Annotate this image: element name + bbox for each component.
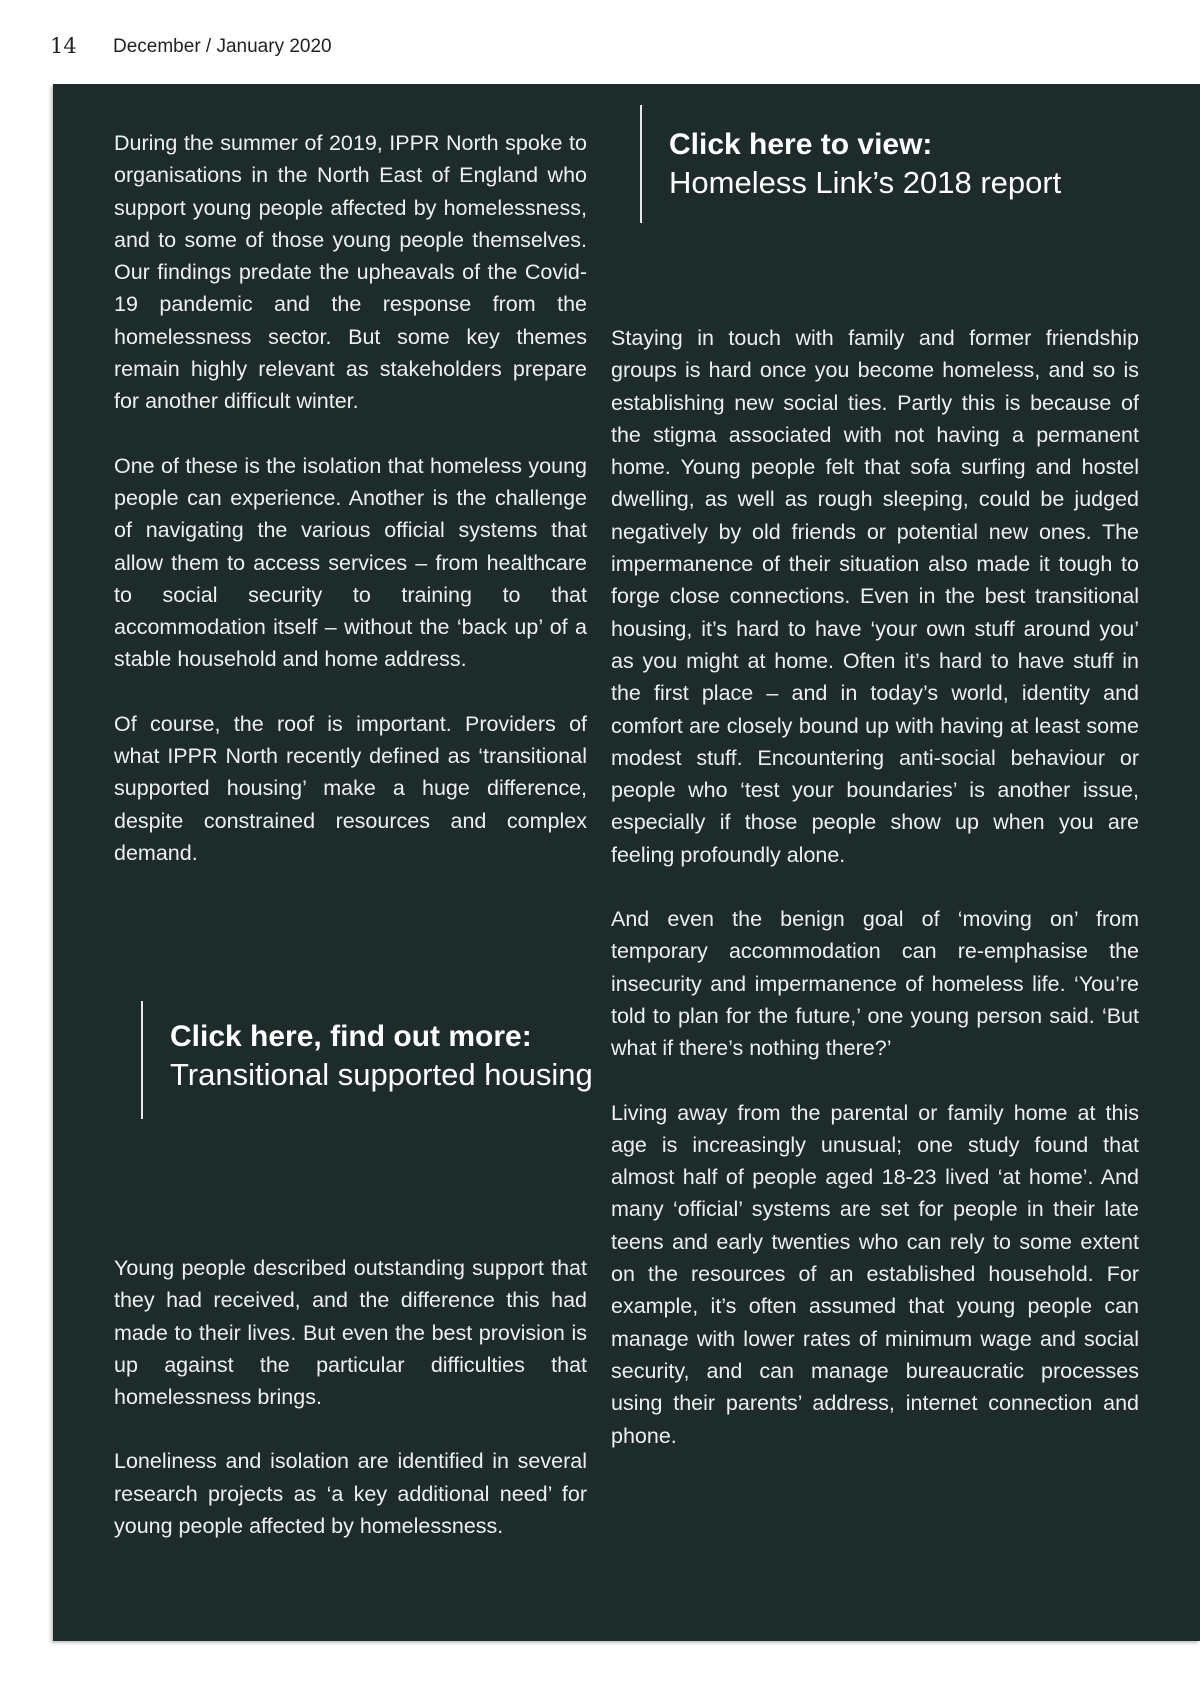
left-paragraph-2: One of these is the isolation that homeless young people can experience. Another is the challenge of navigating the various official systems that allow them to access services – from healthcare to social security to training to that accommodation itself – without the ‘back up’ of a stable household and home address. <box>114 453 587 672</box>
left-paragraph-5: Loneliness and isolation are identified in several research projects as ‘a key additional need’ for young people affected by homelessness. <box>114 1449 587 1539</box>
page-number: 14 <box>50 34 77 58</box>
homeless-link-report-link[interactable] <box>640 105 1060 223</box>
issue-date: December / January 2020 <box>113 36 332 57</box>
right-column <box>611 322 1139 1452</box>
left-column-upper <box>114 127 587 869</box>
callout-title: Transitional supported housing <box>170 1057 593 1092</box>
transitional-housing-link[interactable] <box>141 1001 593 1119</box>
right-paragraph-2: And even the benign goal of ‘moving on’ from temporary accommodation can re-emphasise the insecurity and impermanence of homeless life. ‘You’re told to plan for the future,’ one young person said. ‘But what if there’s nothing there?’ <box>611 907 1139 1061</box>
right-paragraph-3: Living away from the parental or family home at this age is increasingly unusual; one study found that almost half of people aged 18-23 lived ‘at home’. And many ‘official’ systems are set for people in their late teens and early twenties who can rely to some extent on the resources of an established household. For example, it’s often assumed that young people can manage with lower rates of minimum wage and social security, and can manage bureaucratic processes using their parents’ address, internet connection and phone. <box>611 1100 1139 1448</box>
callout-cta: Click here, find out more: <box>170 1020 532 1053</box>
callout-cta: Click here to view: <box>669 128 933 161</box>
left-paragraph-1: During the summer of 2019, IPPR North spoke to organisations in the North East of England who support young people affected by homelessness, and to some of those young people themselves. Our findings predate the upheavals of the Covid-19 pandemic and the response from the homelessness sector. But some key themes remain highly relevant as stakeholders prepare for another difficult winter. <box>114 131 587 414</box>
left-paragraph-4: Young people described outstanding support that they had received, and the difference this had made to their lives. But even the best provision is up against the particular difficulties that homelessness brings. <box>114 1256 587 1410</box>
left-column-lower <box>114 1252 587 1542</box>
page-header <box>0 30 1200 70</box>
article-panel <box>53 84 1200 1641</box>
right-paragraph-1: Staying in touch with family and former friendship groups is hard once you become homeless, and so is establishing new social ties. Partly this is because of the stigma associated with not having a permanent home. Young people felt that sofa surfing and hostel dwelling, as well as rough sleeping, could be judged negatively by old friends or potential new ones. The impermanence of their situation also made it tough to forge close connections. Even in the best transitional housing, it’s hard to have ‘your own stuff around you’ as you might at home. Often it’s hard to have stuff in the first place – and in today’s world, identity and comfort are closely bound up with having at least some modest stuff. Encountering anti-social behaviour or people who ‘test your boundaries’ is another issue, especially if those people show up when you are feeling profoundly alone. <box>611 326 1139 867</box>
callout-title: Homeless Link’s 2018 report <box>669 165 1062 200</box>
left-paragraph-3: Of course, the roof is important. Providers of what IPPR North recently defined as ‘transitional supported housing’ make a huge difference, despite constrained resources and complex demand. <box>114 711 587 865</box>
